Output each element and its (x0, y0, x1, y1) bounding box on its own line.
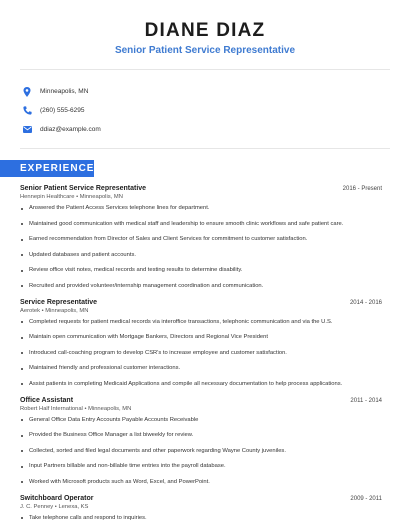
job-title: Switchboard Operator (20, 494, 94, 502)
contacts-divider (20, 148, 390, 149)
job-bullets (20, 205, 382, 290)
job-title: Service Representative (20, 298, 98, 306)
bullet-item: Maintained good communication with medical staff and leadership to ensure smooth clinic workflows and safe patient care. (20, 221, 382, 228)
bullet-item: Answered the Patient Access Services telephone lines for department. (20, 205, 382, 212)
location-pin-icon (22, 87, 32, 97)
job-dates: 2014 - 2016 (349, 299, 382, 306)
job-title: Office Assistant (20, 396, 74, 404)
bullet-item: Collected, sorted and filed legal documents and other paperwork regarding Wayne County juveniles. (20, 448, 382, 455)
job-dates: 2016 - Present (342, 186, 382, 192)
job-entry (20, 397, 382, 486)
candidate-name: DIANE DIAZ (144, 20, 266, 41)
job-entry (20, 299, 382, 388)
bullet-item: Introduced call-coaching program to develop CSR's to increase employee and customer satisfaction. (20, 350, 382, 357)
job-entry (20, 185, 382, 290)
job-employer: Hennepin Healthcare • Minneapolis, MN (20, 194, 123, 200)
phone-icon (22, 106, 32, 116)
bullet-item: Earned recommendation from Director of Sales and Client Services for commitment to customer satisfaction. (20, 236, 382, 243)
bullet-item: Assist patients in completing Medicaid Applications and compile all necessary documentation to help process applications. (20, 381, 382, 388)
job-employer: Aerotek • Minneapolis, MN (20, 307, 89, 314)
bullet-item: Take telephone calls and respond to inquiries. (20, 515, 382, 522)
job-title: Senior Patient Service Representative (20, 185, 147, 192)
bullet-item: Maintain open communication with Mortgage Bankers, Directors and Regional Vice President (20, 334, 382, 341)
phone-text: (260) 555-6295 (40, 107, 85, 114)
experience-section-heading: EXPERIENCE (0, 160, 94, 177)
email-text: ddiaz@example.com (40, 126, 101, 133)
bullet-item: Provided the Business Office Manager a list biweekly for review. (20, 432, 382, 439)
bullet-item: Updated databases and patient accounts. (20, 252, 382, 259)
job-employer: Robert Half International • Minneapolis, MN (20, 405, 132, 412)
location-text: Minneapolis, MN (40, 88, 89, 95)
contact-location (22, 82, 410, 101)
job-dates: 2011 - 2014 (350, 397, 382, 404)
bullet-item: Input Partners billable and non-billable time entries into the payroll database. (20, 463, 382, 470)
job-bullets (20, 515, 382, 522)
job-employer: J. C. Penney • Lenexa, KS (20, 503, 89, 510)
candidate-title: Senior Patient Service Representative (114, 45, 296, 56)
bullet-item: Completed requests for patient medical records via interoffice transactions, telephonic communication and via the U.S. (20, 319, 382, 326)
job-dates: 2009 - 2011 (350, 495, 382, 502)
experience-list (0, 185, 410, 522)
resume-header (0, 0, 410, 56)
email-icon (22, 125, 32, 135)
job-bullets (20, 319, 382, 388)
bullet-item: Review office visit notes, medical records and testing results to determine disability. (20, 267, 382, 274)
job-entry (20, 495, 382, 522)
bullet-item: Recruited and provided volunteer/internship management coordination and communication. (20, 283, 382, 290)
contact-list (0, 70, 410, 139)
bullet-item: Maintained friendly and professional customer interactions. (20, 365, 382, 372)
contact-email (22, 120, 410, 139)
bullet-item: Worked with Microsoft products such as Word, Excel, and PowerPoint. (20, 479, 382, 486)
job-bullets (20, 417, 382, 486)
bullet-item: General Office Data Entry Accounts Payable Accounts Receivable (20, 417, 382, 424)
contact-phone (22, 101, 410, 120)
